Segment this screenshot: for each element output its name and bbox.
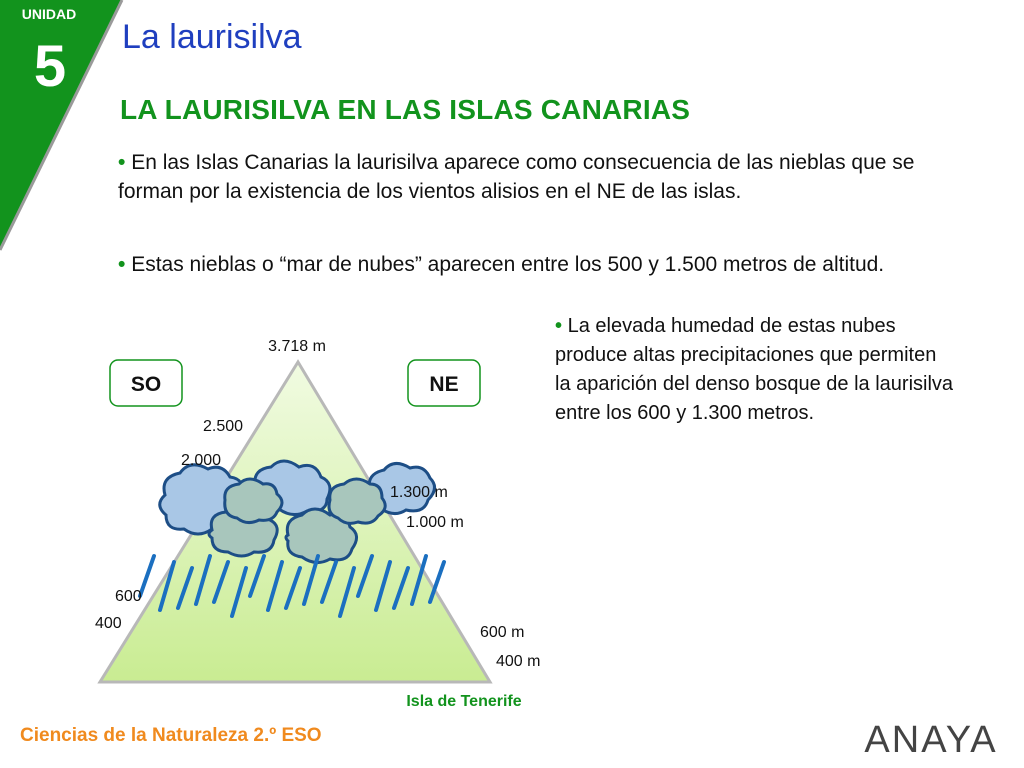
tenerife-diagram (0, 320, 560, 720)
paragraph-text: La elevada humedad de estas nubes produce altas precipitaciones que permiten la aparición del denso bosque de la laurisilva entre los 600 y 1.300 metros. (555, 315, 954, 424)
left-altitude-label: 2.000 (181, 452, 222, 469)
side-label-so: SO (130, 373, 162, 396)
paragraph-text: En las Islas Canarias la laurisilva aparece como consecuencia de las nieblas que se forman por la existencia de los vientos alisios en el NE de las islas. (118, 151, 915, 203)
footer-subject: Ciencias de la Naturaleza 2.º ESO (20, 725, 322, 746)
right-altitude-label: 1.300 m (390, 484, 448, 501)
side-box-so (110, 360, 182, 406)
summit-altitude-label: 3.718 m (268, 338, 326, 355)
side-label-ne: NE (429, 373, 459, 396)
side-box-ne (408, 360, 480, 406)
right-altitude-label: 400 m (496, 653, 541, 670)
bullet-marker: • (118, 253, 126, 276)
paragraph-humidity (555, 312, 955, 428)
left-altitude-label: 2.500 (203, 418, 244, 435)
paragraph-sea-of-clouds (118, 250, 958, 279)
bullet-marker: • (118, 151, 126, 174)
publisher-name: ANAYA (864, 719, 998, 760)
rain-streak (140, 556, 154, 596)
diagram-caption: Isla de Tenerife (406, 693, 522, 710)
left-altitude-label: 600 (115, 588, 142, 605)
right-altitude-label: 1.000 m (406, 514, 464, 531)
paragraph-fog-origin (118, 148, 968, 206)
unit-label: UNIDAD (21, 6, 77, 22)
right-altitude-label: 600 m (480, 624, 525, 641)
unit-number: 5 (33, 34, 67, 99)
paragraph-text: Estas nieblas o “mar de nubes” aparecen entre los 500 y 1.500 metros de altitud. (131, 253, 885, 276)
page-title: La laurisilva (122, 18, 302, 56)
publisher-logo (858, 716, 1004, 760)
left-altitude-label: 400 (95, 615, 122, 632)
section-heading: LA LAURISILVA EN LAS ISLAS CANARIAS (120, 94, 691, 125)
bullet-marker: • (555, 315, 563, 337)
